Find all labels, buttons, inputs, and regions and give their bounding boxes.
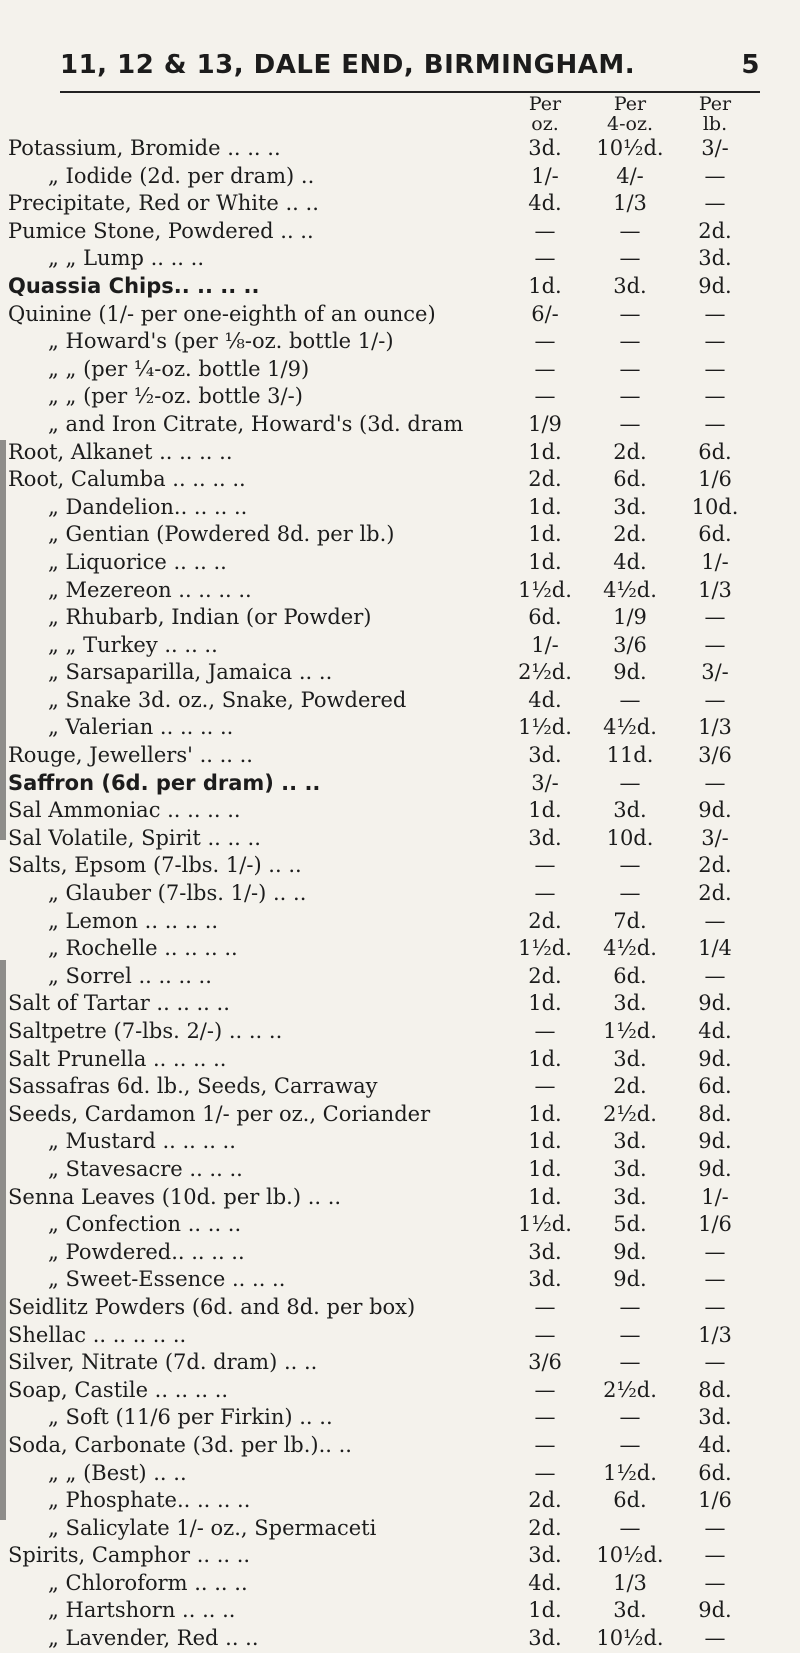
price-per-quarter-oz: —: [619, 770, 641, 795]
price-per-lb: —: [704, 329, 726, 354]
price-per-lb: —: [704, 770, 726, 795]
price-per-quarter-oz: 1/9: [613, 605, 647, 630]
price-per-oz: 2d.: [528, 963, 562, 988]
item-name: „ Rhubarb, Indian (or Powder): [48, 605, 372, 630]
price-per-quarter-oz: 3d.: [613, 991, 647, 1016]
price-per-oz: 1/-: [531, 632, 559, 657]
price-per-oz: 1d.: [528, 798, 562, 823]
price-per-oz: —: [534, 356, 556, 381]
column-header-per-quarter-oz: Per 4-oz.: [607, 93, 653, 135]
price-per-quarter-oz: 2d.: [613, 439, 647, 464]
item-name: „ Confection .. .. ..: [48, 1212, 242, 1237]
item-name: Seidlitz Powders (6d. and 8d. per box): [8, 1294, 416, 1319]
table-row: [0, 1515, 800, 1543]
item-name: Root, Calumba .. .. .. ..: [8, 467, 246, 492]
price-per-lb: —: [704, 356, 726, 381]
price-per-oz: —: [534, 384, 556, 409]
item-name: „ Stavesacre .. .. ..: [48, 1156, 243, 1181]
price-per-lb: —: [704, 963, 726, 988]
price-per-oz: —: [534, 881, 556, 906]
price-per-oz: 2d.: [528, 467, 562, 492]
price-per-lb: 6d.: [698, 522, 732, 547]
price-per-oz: 3d.: [528, 136, 562, 160]
page-header: [60, 50, 760, 90]
price-table: [0, 135, 800, 1653]
column-header-per-oz: Per oz.: [528, 93, 562, 135]
item-name: „ Sweet-Essence .. .. ..: [48, 1267, 286, 1292]
price-per-lb: —: [704, 1350, 726, 1375]
item-name: Spirits, Camphor .. .. ..: [8, 1543, 251, 1568]
price-per-oz: —: [534, 1322, 556, 1347]
price-per-oz: 3/6: [528, 1350, 562, 1375]
price-per-quarter-oz: 10½d.: [596, 136, 664, 160]
price-per-oz: 6/-: [531, 301, 559, 326]
item-name: Quinine (1/- per one-eighth of an ounce): [8, 301, 436, 326]
item-name: „ Howard's (per ⅛-oz. bottle 1/-): [48, 329, 394, 354]
price-per-quarter-oz: —: [619, 1515, 641, 1540]
price-per-quarter-oz: —: [619, 329, 641, 354]
table-row: [0, 218, 800, 246]
table-row: [0, 1570, 800, 1598]
price-per-lb: 3d.: [698, 246, 732, 271]
price-per-quarter-oz: —: [619, 356, 641, 381]
table-row: [0, 1266, 800, 1294]
price-per-lb: 9d.: [698, 1046, 732, 1071]
price-per-lb: 8d.: [698, 1377, 732, 1402]
price-per-lb: 9d.: [698, 1129, 732, 1154]
item-name: „ „ Turkey .. .. ..: [48, 632, 218, 657]
item-name: Saffron (6d. per dram) .. ..: [8, 770, 321, 795]
price-per-lb: 1/6: [698, 1488, 732, 1513]
item-name: Senna Leaves (10d. per lb.) .. ..: [8, 1184, 342, 1209]
item-name: „ Powdered.. .. .. ..: [48, 1239, 245, 1264]
item-name: „ Salicylate 1/- oz., Spermaceti: [48, 1515, 377, 1540]
price-per-lb: —: [704, 1515, 726, 1540]
price-per-lb: —: [704, 632, 726, 657]
table-row: [0, 742, 800, 770]
table-row: [0, 328, 800, 356]
price-per-lb: 9d.: [698, 1156, 732, 1181]
price-per-lb: 10d.: [691, 494, 739, 519]
price-per-quarter-oz: 3d.: [613, 798, 647, 823]
item-name: „ and Iron Citrate, Howard's (3d. dram: [48, 411, 464, 436]
price-per-quarter-oz: —: [619, 1432, 641, 1457]
item-name: „ „ (per ½-oz. bottle 3/-): [48, 384, 303, 409]
table-row: [0, 632, 800, 660]
price-per-oz: 3/-: [531, 770, 559, 795]
table-row: [0, 1377, 800, 1405]
item-name: „ Lavender, Red .. ..: [48, 1626, 259, 1651]
price-per-lb: —: [704, 687, 726, 712]
table-row: [0, 577, 800, 605]
price-per-quarter-oz: 4½d.: [603, 936, 657, 961]
table-row: [0, 935, 800, 963]
price-per-quarter-oz: 4½d.: [603, 715, 657, 740]
price-per-quarter-oz: —: [619, 1322, 641, 1347]
price-per-oz: 4d.: [528, 1570, 562, 1595]
price-per-quarter-oz: 10½d.: [596, 1626, 664, 1651]
price-per-oz: 1d.: [528, 1184, 562, 1209]
table-row: [0, 1128, 800, 1156]
price-per-oz: 3d.: [528, 1267, 562, 1292]
price-per-oz: —: [534, 329, 556, 354]
item-name: Salt of Tartar .. .. .. ..: [8, 991, 230, 1016]
table-row: [0, 1184, 800, 1212]
price-per-quarter-oz: 9d.: [613, 1267, 647, 1292]
price-per-lb: 3/-: [701, 136, 729, 160]
price-per-oz: —: [534, 1377, 556, 1402]
price-per-quarter-oz: —: [619, 853, 641, 878]
table-row: [0, 411, 800, 439]
table-row: [0, 1239, 800, 1267]
price-per-quarter-oz: 1½d.: [603, 1019, 657, 1043]
price-per-quarter-oz: —: [619, 687, 641, 712]
table-row: [0, 301, 800, 329]
price-per-lb: —: [704, 163, 726, 188]
item-name: „ Mezereon .. .. .. ..: [48, 577, 252, 602]
item-name: „ „ Lump .. .. ..: [48, 246, 205, 271]
price-per-quarter-oz: 3d.: [613, 1598, 647, 1623]
price-per-lb: 4d.: [698, 1432, 732, 1457]
price-per-quarter-oz: —: [619, 881, 641, 906]
price-per-lb: 9d.: [698, 798, 732, 823]
price-per-lb: 4d.: [698, 1019, 732, 1043]
table-row: [0, 1542, 800, 1570]
item-name: „ Sorrel .. .. .. ..: [48, 963, 212, 988]
price-per-quarter-oz: 6d.: [613, 963, 647, 988]
price-per-quarter-oz: 4½d.: [603, 577, 657, 602]
item-name: Root, Alkanet .. .. .. ..: [8, 439, 233, 464]
item-name: „ Hartshorn .. .. ..: [48, 1598, 236, 1623]
price-per-lb: —: [704, 1543, 726, 1568]
price-per-lb: —: [704, 1570, 726, 1595]
item-name: „ „ (Best) .. ..: [48, 1460, 187, 1485]
price-per-quarter-oz: 1½d.: [603, 1460, 657, 1485]
table-row: [0, 466, 800, 494]
table-row: [0, 549, 800, 577]
price-per-lb: 1/4: [698, 936, 732, 961]
price-per-lb: —: [704, 411, 726, 436]
price-per-quarter-oz: 3d.: [613, 494, 647, 519]
item-name: „ Dandelion.. .. .. ..: [48, 494, 248, 519]
table-row: [0, 1432, 800, 1460]
table-row: [0, 797, 800, 825]
price-per-lb: —: [704, 191, 726, 216]
price-per-oz: —: [534, 1074, 556, 1099]
price-per-lb: —: [704, 1267, 726, 1292]
table-row: [0, 1460, 800, 1488]
price-per-lb: 6d.: [698, 1460, 732, 1485]
table-row: [0, 163, 800, 191]
price-per-oz: 4d.: [528, 687, 562, 712]
item-name: Potassium, Bromide .. .. ..: [8, 136, 281, 160]
price-per-quarter-oz: 4d.: [613, 549, 647, 574]
table-row: [0, 273, 800, 301]
price-per-oz: —: [534, 1432, 556, 1457]
price-per-lb: 9d.: [698, 991, 732, 1016]
price-per-oz: 1d.: [528, 549, 562, 574]
price-per-quarter-oz: 6d.: [613, 467, 647, 492]
price-per-lb: 3/-: [701, 825, 729, 850]
price-per-lb: 1/6: [698, 1212, 732, 1237]
item-name: Seeds, Cardamon 1/- per oz., Coriander: [8, 1101, 431, 1126]
table-row: [0, 604, 800, 632]
price-per-quarter-oz: 5d.: [613, 1212, 647, 1237]
price-per-oz: 1d.: [528, 1101, 562, 1126]
price-per-lb: 1/6: [698, 467, 732, 492]
price-per-lb: —: [704, 1294, 726, 1319]
table-row: [0, 714, 800, 742]
price-per-lb: 3/6: [698, 743, 732, 768]
price-per-oz: 3d.: [528, 825, 562, 850]
table-row: [0, 1487, 800, 1515]
table-row: [0, 825, 800, 853]
price-per-quarter-oz: —: [619, 1294, 641, 1319]
price-per-oz: —: [534, 1019, 556, 1043]
item-name: „ „ (per ¼-oz. bottle 1/9): [48, 356, 310, 381]
price-per-oz: 2d.: [528, 1488, 562, 1513]
price-per-quarter-oz: 1/3: [613, 191, 647, 216]
price-per-lb: 3/-: [701, 660, 729, 685]
table-row: [0, 245, 800, 273]
price-per-lb: 2d.: [698, 881, 732, 906]
price-per-quarter-oz: 7d.: [613, 908, 647, 933]
item-name: Quassia Chips.. .. .. ..: [8, 273, 260, 298]
price-per-quarter-oz: —: [619, 1405, 641, 1430]
table-row: [0, 990, 800, 1018]
price-per-quarter-oz: 3d.: [613, 1129, 647, 1154]
price-per-oz: —: [534, 246, 556, 271]
price-per-lb: 9d.: [698, 273, 732, 298]
item-name: „ Soft (11/6 per Firkin) .. ..: [48, 1405, 333, 1430]
item-name: Saltpetre (7-lbs. 2/-) .. .. ..: [8, 1019, 283, 1043]
price-per-quarter-oz: 10½d.: [596, 1543, 664, 1568]
table-row: [0, 135, 800, 163]
price-per-lb: 3d.: [698, 1405, 732, 1430]
price-per-oz: 3d.: [528, 1239, 562, 1264]
price-per-oz: 2d.: [528, 1515, 562, 1540]
price-per-oz: 1/-: [531, 163, 559, 188]
price-per-quarter-oz: 2½d.: [603, 1101, 657, 1126]
price-per-quarter-oz: 3d.: [613, 1046, 647, 1071]
price-per-oz: 1/9: [528, 411, 562, 436]
item-name: „ Mustard .. .. .. ..: [48, 1129, 236, 1154]
table-row: [0, 1349, 800, 1377]
price-per-quarter-oz: 3/6: [613, 632, 647, 657]
item-name: „ Lemon .. .. .. ..: [48, 908, 219, 933]
price-per-oz: 1d.: [528, 1156, 562, 1181]
price-per-lb: 1/3: [698, 1322, 732, 1347]
price-per-oz: —: [534, 853, 556, 878]
price-per-quarter-oz: 3d.: [613, 1156, 647, 1181]
price-per-lb: —: [704, 605, 726, 630]
price-per-oz: 3d.: [528, 743, 562, 768]
table-row: [0, 770, 800, 798]
price-per-oz: 1d.: [528, 439, 562, 464]
price-per-quarter-oz: 3d.: [613, 1184, 647, 1209]
price-per-lb: —: [704, 301, 726, 326]
table-row: [0, 908, 800, 936]
table-row: [0, 383, 800, 411]
price-per-quarter-oz: —: [619, 411, 641, 436]
price-per-quarter-oz: 3d.: [613, 273, 647, 298]
price-per-quarter-oz: 2d.: [613, 1074, 647, 1099]
price-per-quarter-oz: 2½d.: [603, 1377, 657, 1402]
item-name: „ Rochelle .. .. .. ..: [48, 936, 238, 961]
price-per-oz: 1½d.: [518, 577, 572, 602]
price-per-oz: 1½d.: [518, 715, 572, 740]
price-per-oz: 1d.: [528, 494, 562, 519]
page-number: 5: [741, 50, 760, 80]
table-row: [0, 880, 800, 908]
price-per-lb: 6d.: [698, 439, 732, 464]
price-per-oz: 1d.: [528, 991, 562, 1016]
table-row: [0, 1597, 800, 1625]
item-name: Soda, Carbonate (3d. per lb.).. ..: [8, 1432, 352, 1457]
price-per-lb: 8d.: [698, 1101, 732, 1126]
table-row: [0, 1211, 800, 1239]
price-per-lb: —: [704, 908, 726, 933]
column-header-per-lb: Per lb.: [698, 93, 732, 135]
table-row: [0, 963, 800, 991]
price-per-lb: 9d.: [698, 1598, 732, 1623]
table-row: [0, 687, 800, 715]
price-per-oz: 2½d.: [518, 660, 572, 685]
item-name: Sal Volatile, Spirit .. .. ..: [8, 825, 261, 850]
price-per-oz: 1d.: [528, 1129, 562, 1154]
item-name: Pumice Stone, Powdered .. ..: [8, 218, 314, 243]
table-row: [0, 1156, 800, 1184]
table-row: [0, 1073, 800, 1101]
item-name: Sal Ammoniac .. .. .. ..: [8, 798, 241, 823]
table-row: [0, 439, 800, 467]
price-per-quarter-oz: 11d.: [606, 743, 654, 768]
price-per-lb: —: [704, 384, 726, 409]
price-per-oz: —: [534, 218, 556, 243]
price-per-oz: 1d.: [528, 522, 562, 547]
price-per-lb: 1/3: [698, 577, 732, 602]
price-per-oz: 1d.: [528, 1046, 562, 1071]
price-per-oz: 1d.: [528, 273, 562, 298]
price-per-oz: 6d.: [528, 605, 562, 630]
table-row: [0, 356, 800, 384]
header-rule: [60, 91, 760, 93]
price-per-quarter-oz: 1/3: [613, 1570, 647, 1595]
page-title: 11, 12 & 13, DALE END, BIRMINGHAM.: [60, 50, 636, 80]
item-name: „ Liquorice .. .. ..: [48, 549, 227, 574]
price-per-lb: 2d.: [698, 218, 732, 243]
price-per-oz: —: [534, 1460, 556, 1485]
table-row: [0, 1404, 800, 1432]
price-per-oz: 2d.: [528, 908, 562, 933]
price-per-lb: 1/-: [701, 1184, 729, 1209]
price-per-oz: 3d.: [528, 1626, 562, 1651]
table-row: [0, 659, 800, 687]
price-per-oz: 3d.: [528, 1543, 562, 1568]
price-per-lb: —: [704, 1239, 726, 1264]
table-row: [0, 1294, 800, 1322]
price-per-lb: 2d.: [698, 853, 732, 878]
item-name: Shellac .. .. .. .. ..: [8, 1322, 187, 1347]
price-per-quarter-oz: 10d.: [606, 825, 654, 850]
table-row: [0, 1625, 800, 1653]
table-row: [0, 190, 800, 218]
price-per-quarter-oz: —: [619, 384, 641, 409]
price-per-lb: 1/3: [698, 715, 732, 740]
item-name: Salts, Epsom (7-lbs. 1/-) .. ..: [8, 853, 302, 878]
price-per-quarter-oz: —: [619, 246, 641, 271]
item-name: „ Iodide (2d. per dram) ..: [48, 163, 315, 188]
price-per-oz: 1½d.: [518, 936, 572, 961]
price-per-quarter-oz: 4/-: [616, 163, 644, 188]
table-row: [0, 1046, 800, 1074]
price-per-quarter-oz: 9d.: [613, 1239, 647, 1264]
table-row: [0, 521, 800, 549]
price-per-quarter-oz: —: [619, 218, 641, 243]
item-name: „ Chloroform .. .. ..: [48, 1570, 248, 1595]
price-per-lb: 1/-: [701, 549, 729, 574]
item-name: „ Gentian (Powdered 8d. per lb.): [48, 522, 395, 547]
price-per-quarter-oz: —: [619, 1350, 641, 1375]
price-per-oz: —: [534, 1405, 556, 1430]
price-per-lb: —: [704, 1626, 726, 1651]
price-per-quarter-oz: 6d.: [613, 1488, 647, 1513]
price-per-quarter-oz: 9d.: [613, 660, 647, 685]
item-name: „ Phosphate.. .. .. ..: [48, 1488, 251, 1513]
item-name: Soap, Castile .. .. .. ..: [8, 1377, 229, 1402]
item-name: Precipitate, Red or White .. ..: [8, 191, 319, 216]
price-per-lb: 6d.: [698, 1074, 732, 1099]
item-name: Silver, Nitrate (7d. dram) .. ..: [8, 1350, 318, 1375]
table-row: [0, 1018, 800, 1046]
table-row: [0, 494, 800, 522]
item-name: „ Glauber (7-lbs. 1/-) .. ..: [48, 881, 307, 906]
table-row: [0, 852, 800, 880]
price-per-quarter-oz: 2d.: [613, 522, 647, 547]
price-per-quarter-oz: —: [619, 301, 641, 326]
price-per-oz: 4d.: [528, 191, 562, 216]
item-name: Sassafras 6d. lb., Seeds, Carraway: [8, 1074, 378, 1099]
item-name: „ Sarsaparilla, Jamaica .. ..: [48, 660, 333, 685]
price-per-oz: 1½d.: [518, 1212, 572, 1237]
item-name: Salt Prunella .. .. .. ..: [8, 1046, 227, 1071]
table-row: [0, 1101, 800, 1129]
item-name: „ Snake 3d. oz., Snake, Powdered: [48, 687, 407, 712]
item-name: „ Valerian .. .. .. ..: [48, 715, 234, 740]
item-name: Rouge, Jewellers' .. .. ..: [8, 743, 253, 768]
table-row: [0, 1322, 800, 1350]
price-per-oz: 1d.: [528, 1598, 562, 1623]
price-per-oz: —: [534, 1294, 556, 1319]
